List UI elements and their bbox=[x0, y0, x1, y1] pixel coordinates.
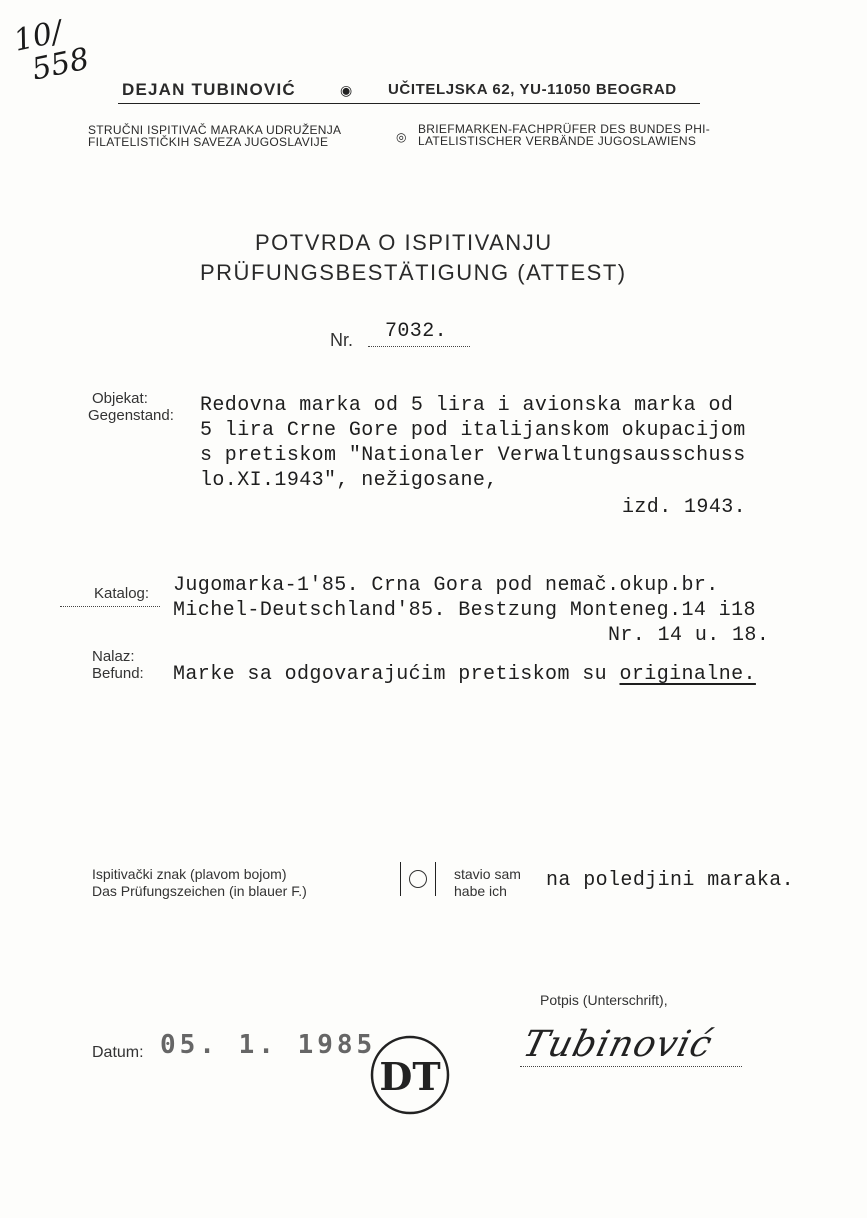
date-label: Datum: bbox=[92, 1044, 144, 1061]
date-stamp: 05. 1. 1985 bbox=[160, 1030, 377, 1060]
letterhead-address: UČITELJSKA 62, YU-11050 BEOGRAD bbox=[388, 81, 677, 98]
role-de-line1: BRIEFMARKEN-FACHPRÜFER DES BUNDES PHI- bbox=[418, 122, 711, 136]
catalog-line-2: Michel-Deutschland'85. Bestzung Monteneg.14 i18 bbox=[173, 599, 756, 622]
object-label-de: Gegenstand: bbox=[88, 407, 174, 424]
object-label-sr: Objekat: bbox=[92, 390, 148, 407]
mark-placed-sr: stavio sam bbox=[454, 866, 521, 882]
mark-stamp-icon bbox=[409, 870, 427, 888]
letterhead-name: DEJAN TUBINOVIĆ bbox=[122, 80, 296, 99]
role-sr-line1: STRUČNI ISPITIVAČ MARAKA UDRUŽENJA bbox=[88, 123, 342, 137]
signature-label: Potpis (Unterschrift), bbox=[540, 992, 668, 1008]
mark-placed-de: habe ich bbox=[454, 883, 507, 899]
title-sr: POTVRDA O ISPITIVANJU bbox=[255, 230, 553, 255]
mark-label-sr: Ispitivački znak (plavom bojom) bbox=[92, 866, 287, 882]
catalog-line-3: Nr. 14 u. 18. bbox=[608, 624, 770, 647]
reference-note-top: 10/ bbox=[10, 14, 66, 59]
seal bbox=[369, 1034, 451, 1116]
finding-label-sr: Nalaz: bbox=[92, 648, 135, 665]
mark-box bbox=[400, 862, 436, 896]
number-label: Nr. bbox=[330, 330, 354, 350]
signature-dotted-line bbox=[520, 1066, 742, 1067]
object-line-3: s pretiskom "Nationaler Verwaltungsausschuss bbox=[200, 444, 746, 467]
role-de-line2: LATELISTISCHER VERBÄNDE JUGOSLAWIENS bbox=[418, 134, 697, 148]
reference-note-bottom: 558 bbox=[28, 41, 93, 88]
finding-text bbox=[173, 663, 756, 686]
role-separator: ◎ bbox=[396, 130, 407, 144]
title-de: PRÜFUNGSBESTÄTIGUNG (ATTEST) bbox=[200, 260, 627, 285]
catalog-dotted-line bbox=[60, 606, 160, 607]
number-value: 7032. bbox=[385, 320, 448, 343]
object-line-1: Redovna marka od 5 lira i avionska marka od bbox=[200, 394, 734, 417]
catalog-line-1: Jugomarka-1'85. Crna Gora pod nemač.okup.br. bbox=[173, 574, 719, 597]
letterhead-rule bbox=[118, 103, 700, 104]
role-sr-line2: FILATELISTIČKIH SAVEZA JUGOSLAVIJE bbox=[88, 135, 329, 149]
finding-label-de: Befund: bbox=[92, 665, 144, 682]
catalog-label: Katalog: bbox=[94, 585, 150, 602]
signature: Tubinović bbox=[518, 1024, 717, 1065]
mark-typed: na poledjini maraka. bbox=[546, 869, 795, 892]
letterhead-separator: ◉ bbox=[340, 82, 353, 98]
object-line-4: lo.XI.1943", nežigosane, bbox=[200, 469, 498, 492]
number-dotted-line bbox=[368, 346, 470, 347]
seal-monogram: DT bbox=[379, 1054, 441, 1099]
finding-text-emphasis: originalne. bbox=[619, 663, 756, 686]
object-line-2: 5 lira Crne Gore pod italijanskom okupacijom bbox=[200, 419, 746, 442]
finding-text-prefix: Marke sa odgovarajućim pretiskom su bbox=[173, 663, 620, 686]
mark-label-de: Das Prüfungszeichen (in blauer F.) bbox=[92, 883, 307, 899]
object-issue: izd. 1943. bbox=[622, 496, 747, 519]
